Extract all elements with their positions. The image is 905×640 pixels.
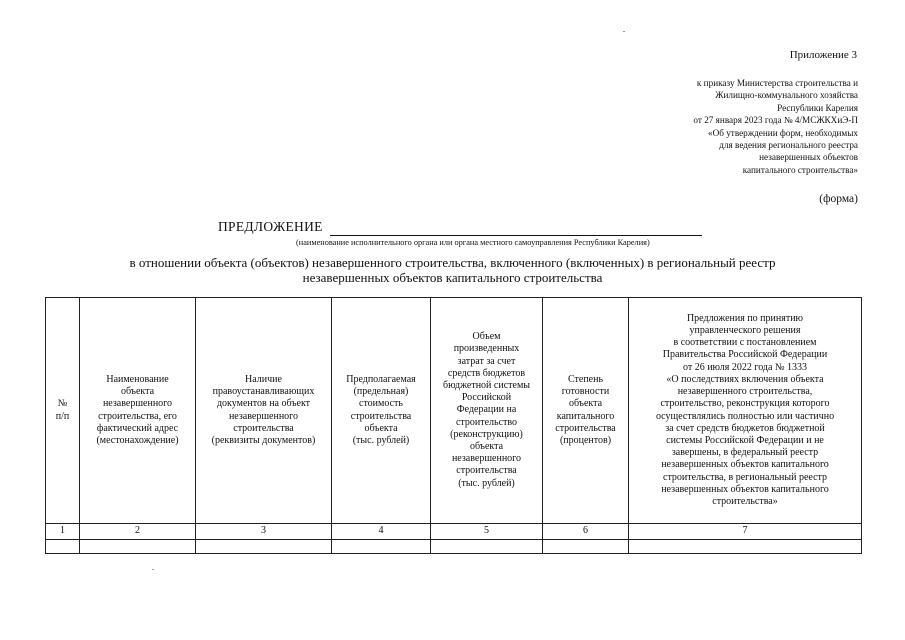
scan-speck <box>623 31 625 32</box>
empty-cell <box>80 540 196 554</box>
empty-cell <box>431 540 543 554</box>
order-line: «Об утверждении форм, необходимых <box>708 127 858 138</box>
header-cell: Наличие правоустанавливающих документов на объект незавершенного строительства (реквизиты документов) <box>196 298 332 524</box>
appendix-title: Приложение 3 <box>789 49 857 61</box>
empty-cell <box>196 540 332 554</box>
order-line: к приказу Министерства строительства и <box>696 78 858 88</box>
header-cell: Степень готовности объекта капитального строительства (процентов) <box>543 298 629 524</box>
document-subject <box>0 255 905 285</box>
empty-cell <box>543 540 629 554</box>
column-number-cell: 4 <box>332 524 431 540</box>
order-line: для ведения регионального реестра <box>719 140 858 151</box>
header-cell: Объем произведенных затрат за счет средств бюджетов бюджетной системы Российской Федерации на строительство (реконструкцию) объекта незавершенного строительства (тыс. рублей) <box>431 298 543 524</box>
subject-line: незавершенных объектов капитального строительства <box>302 270 603 285</box>
registry-form-table <box>45 297 862 554</box>
order-line: от 27 января 2023 года № 4/МСЖКХиЭ-П <box>693 115 858 126</box>
column-number-cell: 7 <box>629 524 862 540</box>
proposal-title: ПРЕДЛОЖЕНИЕ <box>218 219 323 234</box>
order-line: незавершенных объектов <box>759 152 858 163</box>
header-cell: Наименование объекта незавершенного строительства, его фактический адрес (местонахождение) <box>80 298 196 524</box>
header-cell: № п/п <box>46 298 80 524</box>
form-label: (форма) <box>819 193 858 205</box>
column-number-cell: 6 <box>543 524 629 540</box>
empty-cell <box>46 540 80 554</box>
header-cell: Предложения по принятию управленческого решения в соответствии с постановлением Правительства Российской Федерации от 26 июля 2022 года № 1333 «О последствиях включения объекта незавершенного строительства, строительство, реконструкция которого осуществлялись полностью или частично за счет средств бюджетов бюджетной системы Российской Федерации и не завершены, в федеральный реестр незавершенных объектов капитального строительства, в региональный реестр незавершенных объектов капитального строительства» <box>629 298 862 524</box>
order-line: Жилищно-коммунального хозяйства <box>715 90 858 101</box>
empty-data-row <box>46 540 862 554</box>
order-line: Республики Карелия <box>777 102 858 113</box>
empty-cell <box>629 540 862 554</box>
table-header-row <box>46 298 862 524</box>
column-number-row <box>46 524 862 540</box>
scan-speck <box>152 569 154 570</box>
organ-name-caption: (наименование исполнительного органа или органа местного самоуправления Республики Карелия) <box>296 238 650 247</box>
organ-name-blank-line <box>330 235 702 236</box>
empty-cell <box>332 540 431 554</box>
column-number-cell: 3 <box>196 524 332 540</box>
proposal-heading <box>218 219 718 237</box>
column-number-cell: 1 <box>46 524 80 540</box>
order-reference <box>598 77 858 176</box>
order-line: капитального строительства» <box>742 164 858 175</box>
subject-line: в отношении объекта (объектов) незавершенного строительства, включенного (включенных) в региональный реестр <box>129 255 776 270</box>
column-number-cell: 5 <box>431 524 543 540</box>
header-cell: Предполагаемая (предельная) стоимость строительства объекта (тыс. рублей) <box>332 298 431 524</box>
column-number-cell: 2 <box>80 524 196 540</box>
